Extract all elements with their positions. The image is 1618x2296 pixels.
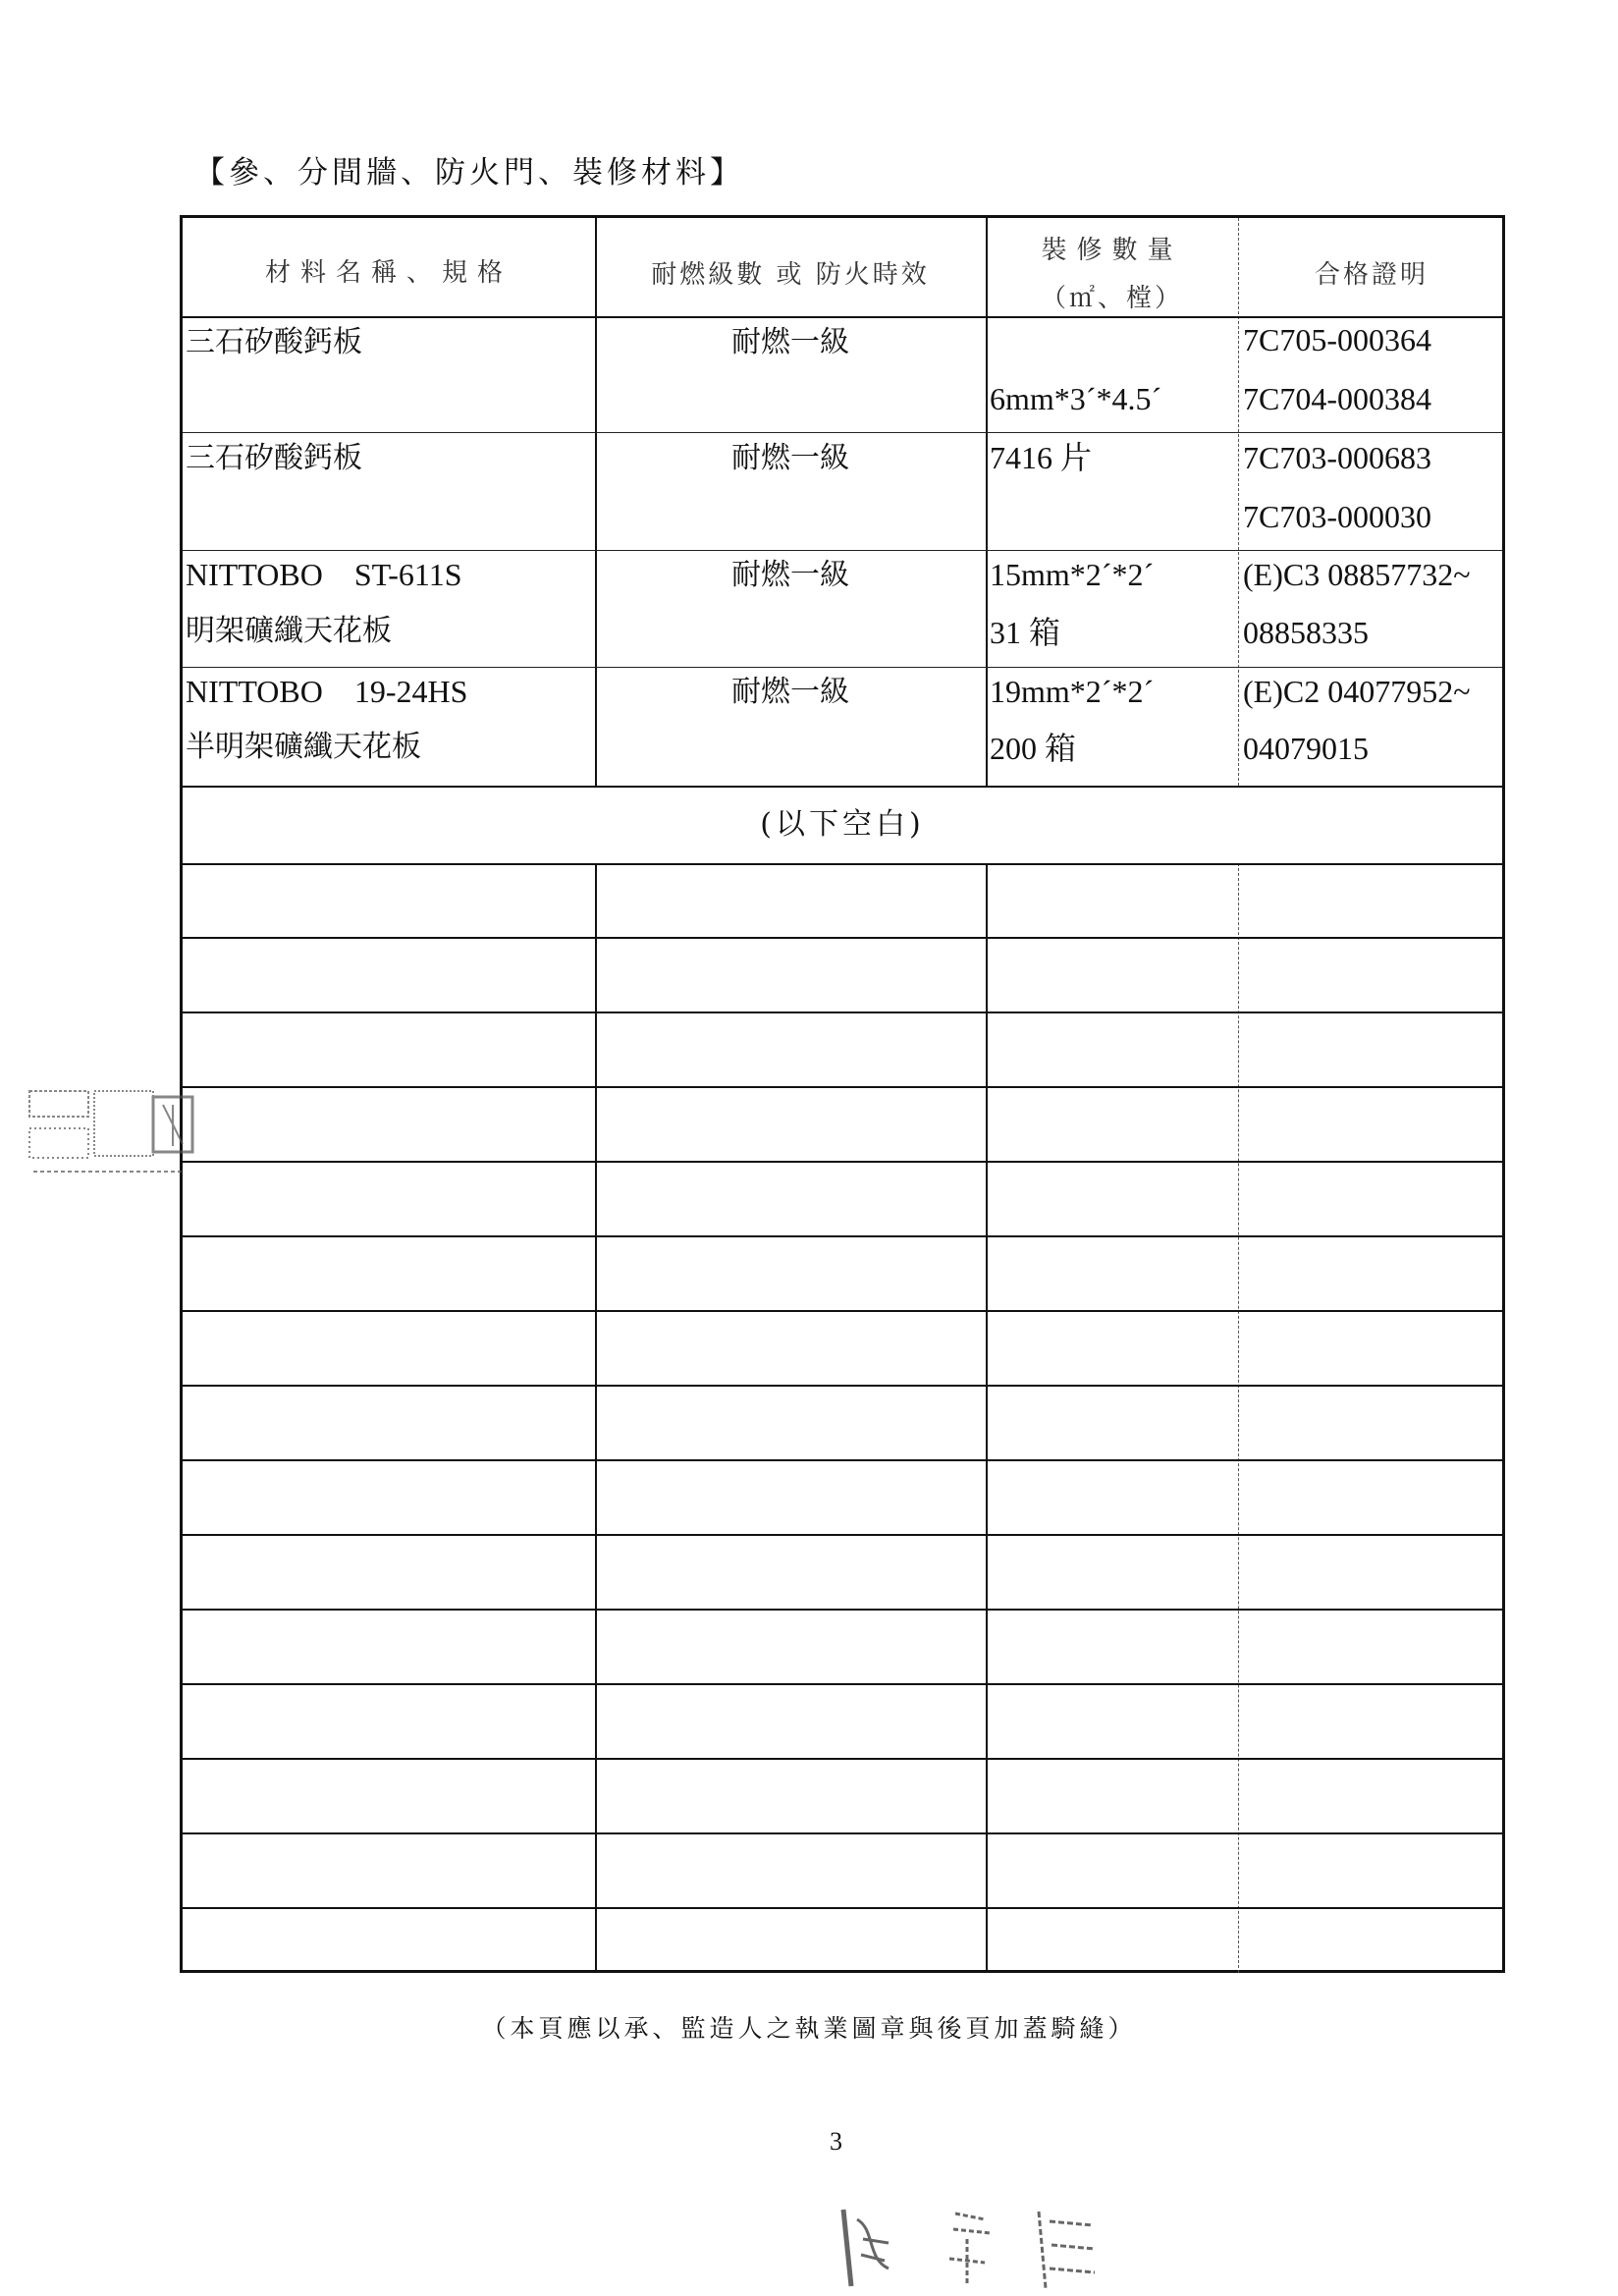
row-divider xyxy=(183,863,1502,865)
empty-row-divider xyxy=(183,1235,1502,1237)
blank-note: (以下空白) xyxy=(760,807,925,842)
seal-stamp-icon xyxy=(26,1085,198,1201)
empty-row-divider xyxy=(183,1907,1502,1909)
row-divider xyxy=(183,432,1502,433)
quantity-spec: 15mm*2´*2´ xyxy=(990,557,1155,592)
fire-grade: 耐燃一級 xyxy=(731,441,849,475)
empty-row-divider xyxy=(183,1161,1502,1163)
header-quantity-unit: （㎡、樘） xyxy=(1040,284,1183,313)
materials-table xyxy=(180,215,1505,1973)
row-divider xyxy=(183,316,1502,318)
page-seal-icon xyxy=(837,2200,1112,2296)
fire-grade: 耐燃一級 xyxy=(731,558,849,592)
material-name-detail: 明架礦纖天花板 xyxy=(186,614,392,648)
empty-row-divider xyxy=(183,1385,1502,1387)
col-divider xyxy=(986,863,988,1973)
material-name: 三石矽酸鈣板 xyxy=(186,441,362,475)
row-divider xyxy=(183,667,1502,668)
empty-row-divider xyxy=(183,1310,1502,1312)
empty-row-divider xyxy=(183,1011,1502,1013)
certificate-no: (E)C2 04077952~ xyxy=(1243,674,1471,709)
empty-row-divider xyxy=(183,1609,1502,1611)
header-certificate: 合格證明 xyxy=(1314,260,1429,290)
empty-row-divider xyxy=(183,1832,1502,1834)
footnote: （本頁應以承、監造人之執業圖章與後頁加蓋騎縫） xyxy=(481,2014,1137,2043)
quantity-spec: 6mm*3´*4.5´ xyxy=(990,381,1162,416)
fire-grade: 耐燃一級 xyxy=(731,675,849,709)
material-name: 三石矽酸鈣板 xyxy=(186,325,362,359)
page-number: 3 xyxy=(830,2127,842,2156)
header-grade: 耐燃級數 或 防火時效 xyxy=(651,260,930,290)
row-divider xyxy=(183,550,1502,551)
section-title: 【參、分間牆、防火門、裝修材料】 xyxy=(194,155,744,191)
header-material: 材料名稱、規格 xyxy=(264,258,512,288)
empty-row-divider xyxy=(183,1758,1502,1760)
certificate-no: 7C704-000384 xyxy=(1243,381,1431,416)
material-name-detail: 半明架礦纖天花板 xyxy=(186,730,421,764)
empty-row-divider xyxy=(183,1459,1502,1461)
certificate-no: 7C703-000683 xyxy=(1243,440,1431,475)
certificate-no: 7C705-000364 xyxy=(1243,322,1431,357)
header-quantity: 裝修數量 xyxy=(1041,236,1183,265)
quantity-count: 31 箱 xyxy=(990,615,1061,650)
material-name: NITTOBO 19-24HS xyxy=(186,674,468,709)
quantity-count: 200 箱 xyxy=(990,731,1077,766)
empty-row-divider xyxy=(183,1086,1502,1088)
row-divider xyxy=(183,786,1502,788)
empty-row-divider xyxy=(183,1534,1502,1536)
col-divider xyxy=(1238,218,1239,786)
material-name: NITTOBO ST-611S xyxy=(186,557,462,592)
quantity-spec: 19mm*2´*2´ xyxy=(990,674,1155,709)
col-divider xyxy=(595,863,597,1973)
fire-grade: 耐燃一級 xyxy=(731,325,849,359)
empty-row-divider xyxy=(183,1683,1502,1685)
certificate-no: 08858335 xyxy=(1243,615,1369,650)
col-divider xyxy=(1238,863,1239,1973)
quantity-count: 7416 片 xyxy=(990,440,1093,475)
certificate-no: 04079015 xyxy=(1243,731,1369,766)
empty-row-divider xyxy=(183,937,1502,939)
certificate-no: (E)C3 08857732~ xyxy=(1243,557,1471,592)
certificate-no: 7C703-000030 xyxy=(1243,499,1431,534)
